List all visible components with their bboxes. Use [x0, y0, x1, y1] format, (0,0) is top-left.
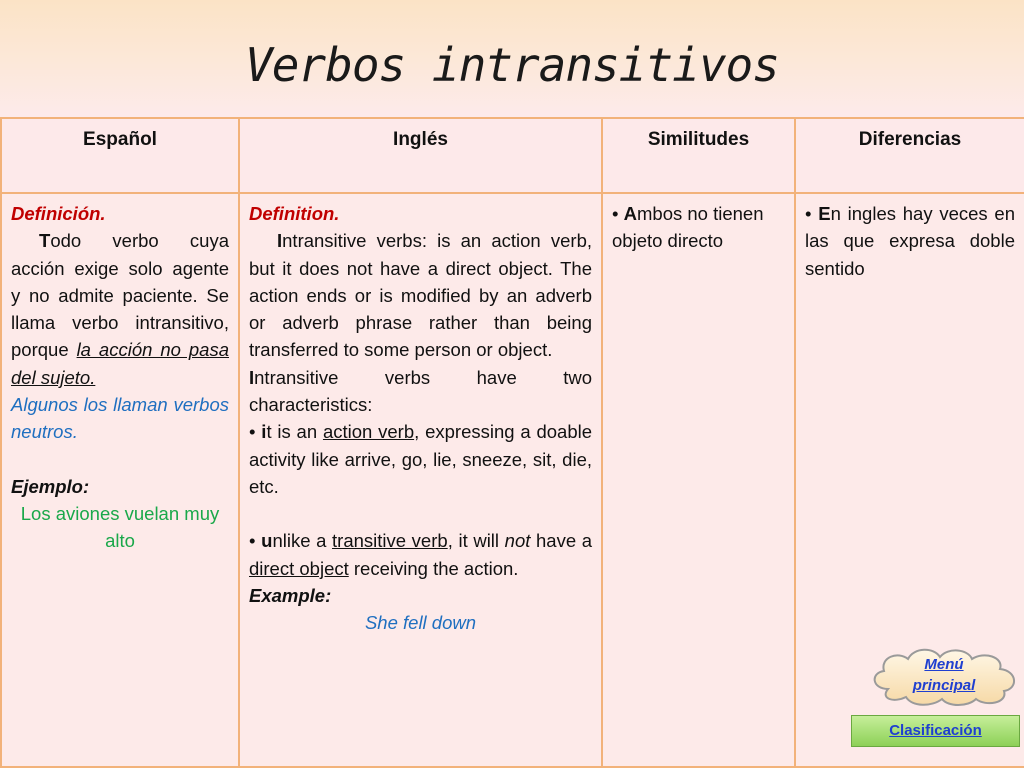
similitudes-text: mbos no tienen objeto directo: [612, 203, 764, 252]
espanol-def-text: odo verbo cuya acción exige solo agente y no admite paciente. Se llama verbo intransitivo, porque: [11, 230, 229, 361]
espanol-def-label: Definición.: [11, 203, 106, 224]
espanol-definition: [11, 227, 229, 391]
ingles-p2-cap: I: [249, 366, 255, 388]
cell-espanol: [1, 193, 239, 767]
header-ingles: Inglés: [239, 118, 602, 193]
ingles-b1-cap: i: [261, 421, 267, 443]
menu-principal-label[interactable]: Menú principal: [912, 656, 976, 694]
similitudes-cap: A: [623, 203, 637, 224]
bullet-icon: •: [249, 530, 256, 552]
ingles-b1-post: , expressing a doable activity like arrive, go, lie, sneeze, sit, die, etc.: [249, 421, 593, 497]
clasificacion-button[interactable]: Clasificación: [851, 715, 1020, 747]
ingles-b2-pre: nlike a: [272, 530, 333, 552]
espanol-def-cap: T: [39, 230, 51, 252]
diferencias-text: n ingles hay veces en las que expresa doble sentido: [805, 203, 1015, 279]
cell-ingles: [239, 193, 602, 767]
ingles-paragraph-2: [249, 364, 592, 419]
espanol-example-text: Los aviones vuelan muy alto: [20, 502, 220, 552]
ingles-b2-mid2: have a: [530, 530, 593, 552]
similitudes-item: [612, 200, 785, 255]
ingles-def-label: Definition.: [249, 203, 340, 224]
ingles-b1-pre: t is an: [266, 421, 323, 443]
ingles-bullet-2: [249, 527, 592, 582]
header-row: [1, 118, 1024, 193]
page-title: Verbos intransitivos: [245, 38, 779, 92]
ingles-bullet-1: [249, 418, 592, 500]
ingles-b2-post: receiving the action.: [348, 557, 519, 579]
bullet-icon: •: [805, 203, 812, 224]
ingles-example-text: She fell down: [364, 612, 477, 634]
bullet-icon: •: [612, 203, 619, 224]
header-similitudes: Similitudes: [602, 118, 795, 193]
espanol-alt-names: Algunos los llaman verbos neutros.: [11, 394, 229, 443]
ingles-b2-mid: , it will: [447, 530, 505, 552]
diferencias-item: [805, 200, 1015, 282]
ingles-b2-ital: not: [504, 530, 531, 552]
cell-similitudes: [602, 193, 795, 767]
espanol-example-label: Ejemplo:: [11, 475, 90, 497]
espanol-def-underline: la acción no pasa del sujeto.: [11, 339, 229, 388]
ingles-paragraph-1: [249, 227, 592, 363]
bullet-icon: •: [249, 421, 256, 443]
ingles-action-verb-link[interactable]: action verb: [322, 421, 415, 443]
diferencias-cap: E: [818, 203, 831, 224]
ingles-b2-cap: u: [261, 530, 273, 552]
ingles-p2-text: ntransitive verbs have two characteristics:: [249, 366, 592, 416]
menu-principal-button[interactable]: [868, 645, 1020, 707]
ingles-transitive-verb-link[interactable]: transitive verb: [332, 530, 448, 552]
ingles-p1-cap: I: [277, 230, 283, 252]
header-diferencias: Diferencias: [795, 118, 1024, 193]
ingles-example-label: Example:: [249, 584, 332, 606]
ingles-p1-text: ntransitive verbs: is an action verb, but it does not have a direct object. The action ends or is modified by an adverb or adverb phrase rather than being transferred to some person or object.: [249, 230, 592, 361]
ingles-direct-object-link[interactable]: direct object: [249, 557, 349, 579]
header-espanol: Español: [1, 118, 239, 193]
